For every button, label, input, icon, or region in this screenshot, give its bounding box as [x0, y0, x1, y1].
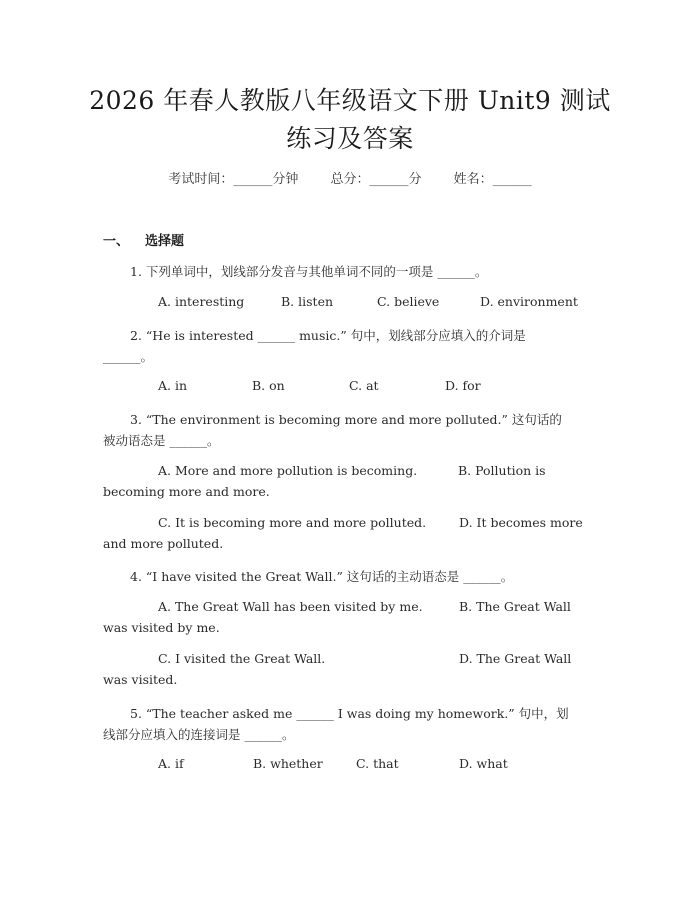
q3-option-b: B. Pollution is [458, 463, 546, 478]
q3-option-c: C. It is becoming more and more polluted. [158, 515, 427, 530]
q3-option-b-cont: becoming more and more. [103, 484, 270, 499]
exam-time: 考试时间：______分钟 [168, 172, 299, 187]
exam-score: 总分：______分 [330, 172, 422, 187]
q2-option-c: C. at [349, 378, 379, 393]
q2-option-a: A. in [158, 378, 188, 393]
q4-option-d: D. The Great Wall [459, 651, 572, 666]
q3-option-a: A. More and more pollution is becoming. [158, 463, 418, 478]
q5-option-c: C. that [356, 756, 399, 771]
section-label: 选择题 [145, 234, 185, 249]
section-number: 一、 [103, 234, 130, 249]
q4-option-b-cont: was visited by me. [103, 620, 220, 635]
section-heading [103, 230, 184, 249]
document-title [60, 82, 640, 158]
q1-option-b: B. listen [281, 294, 334, 309]
q3-option-d: D. It becomes more [459, 515, 583, 530]
q1-option-a: A. interesting [158, 294, 245, 309]
question-3-line-2: 被动语态是 ______。 [103, 433, 220, 448]
q3-option-d-cont: and more polluted. [103, 536, 224, 551]
q5-option-b: B. whether [253, 756, 323, 771]
q5-option-d: D. what [459, 756, 508, 771]
question-1-line-1: 1. 下列单词中，划线部分发音与其他单词不同的一项是 ______。 [130, 264, 488, 279]
q4-option-c: C. I visited the Great Wall. [158, 651, 326, 666]
title-line-2: 练习及答案 [286, 124, 414, 153]
q2-option-b: B. on [252, 378, 285, 393]
question-3-line-1: 3. “The environment is becoming more and more polluted.” 这句话的 [130, 412, 562, 427]
question-4-line-1: 4. “I have visited the Great Wall.” 这句话的主动语态是 ______。 [130, 569, 514, 584]
q1-option-c: C. believe [377, 294, 440, 309]
title-line-1: 2026 年春人教版八年级语文下册 Unit9 测试 [89, 86, 611, 115]
question-5-line-2: 线部分应填入的连接词是 ______。 [103, 727, 295, 742]
q1-option-d: D. environment [480, 294, 578, 309]
q4-option-d-cont: was visited. [103, 672, 178, 687]
exam-name: 姓名：______ [453, 172, 532, 187]
q4-option-a: A. The Great Wall has been visited by me. [158, 599, 423, 614]
q4-option-b: B. The Great Wall [459, 599, 571, 614]
exam-meta [0, 168, 700, 187]
question-2-line-2: ______。 [103, 349, 154, 364]
question-2-line-1: 2. “He is interested ______ music.” 句中，划线部分应填入的介词是 [130, 328, 526, 343]
q5-option-a: A. if [158, 756, 184, 771]
question-5-line-1: 5. “The teacher asked me ______ I was doing my homework.” 句中，划 [130, 706, 569, 721]
q2-option-d: D. for [445, 378, 481, 393]
